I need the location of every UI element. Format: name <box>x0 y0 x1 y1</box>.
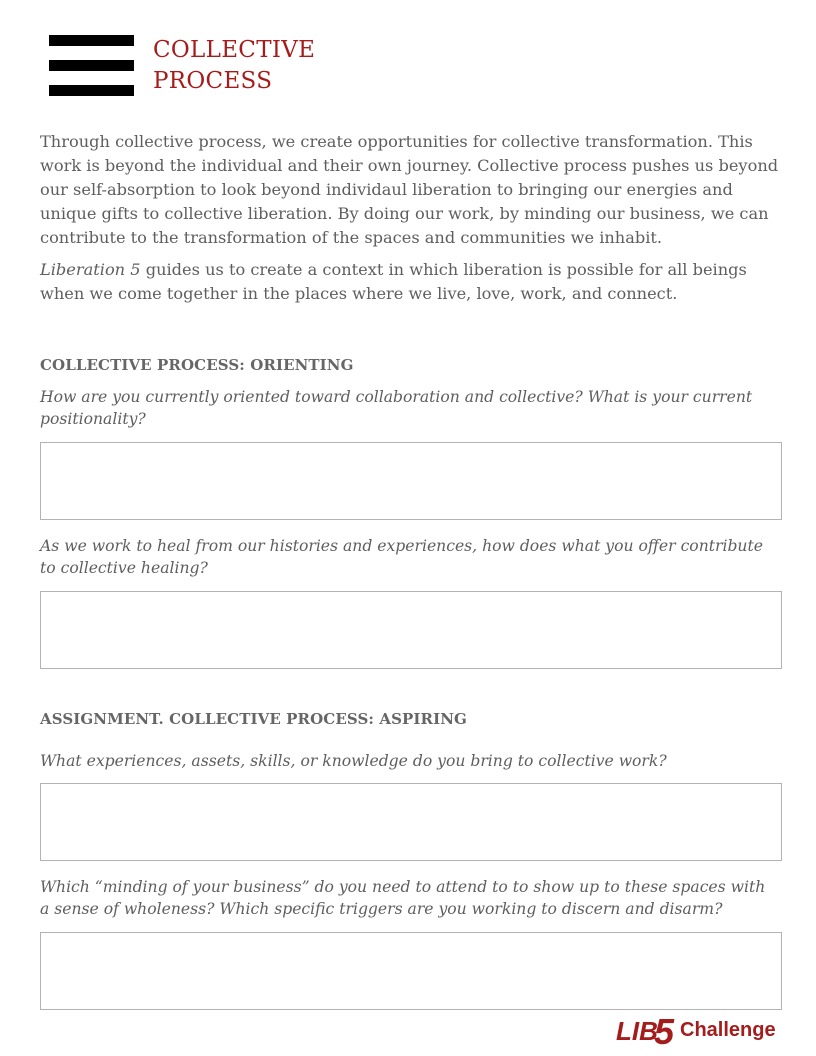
liberation-paragraph <box>40 258 780 306</box>
question-healing: As we work to heal from our histories and experiences, how does what you offer contribute to collective healing? <box>40 537 763 577</box>
logo-bars-icon <box>49 35 134 96</box>
answer-orientation-field[interactable] <box>40 442 782 520</box>
logo-five-text: 5 <box>654 1011 675 1050</box>
liberation-paragraph-text: guides us to create a context in which liberation is possible for all beings when we come together in the places where we live, love, work, and connect. <box>40 260 747 303</box>
logo-challenge-text: Challenge <box>680 1019 776 1041</box>
section-heading-aspiring: ASSIGNMENT. COLLECTIVE PROCESS: ASPIRING <box>40 710 467 728</box>
answer-experiences-field[interactable] <box>40 783 782 861</box>
page-title-line-2: PROCESS <box>153 68 273 94</box>
intro-paragraph: Through collective process, we create opportunities for collective transformation. This work is beyond the individual and their own journey. Collective process pushes us beyond our self-absorption to look beyond individaul liberation to bringing our energies and unique gifts to collective liberation. By doing our work, by minding our business, we can contribute to the transformation of the spaces and communities we inhabit. <box>40 132 779 247</box>
section-heading-orienting: COLLECTIVE PROCESS: ORIENTING <box>40 356 354 374</box>
logo-lib-text: LIB <box>616 1016 658 1046</box>
liberation-5-title: Liberation 5 <box>40 260 141 279</box>
page-title <box>153 35 315 97</box>
lib5-challenge-logo <box>614 1010 780 1050</box>
answer-minding-business-field[interactable] <box>40 932 782 1010</box>
question-orientation: How are you currently oriented toward collaboration and collective? What is your current positionality? <box>40 388 753 428</box>
question-experiences: What experiences, assets, skills, or knowledge do you bring to collective work? <box>40 752 667 770</box>
question-minding-business: Which “minding of your business” do you need to attend to to show up to these spaces with a sense of wholeness? Which specific triggers are you working to discern and disarm? <box>40 878 766 918</box>
page-title-line-1: COLLECTIVE <box>153 37 316 63</box>
answer-healing-field[interactable] <box>40 591 782 669</box>
